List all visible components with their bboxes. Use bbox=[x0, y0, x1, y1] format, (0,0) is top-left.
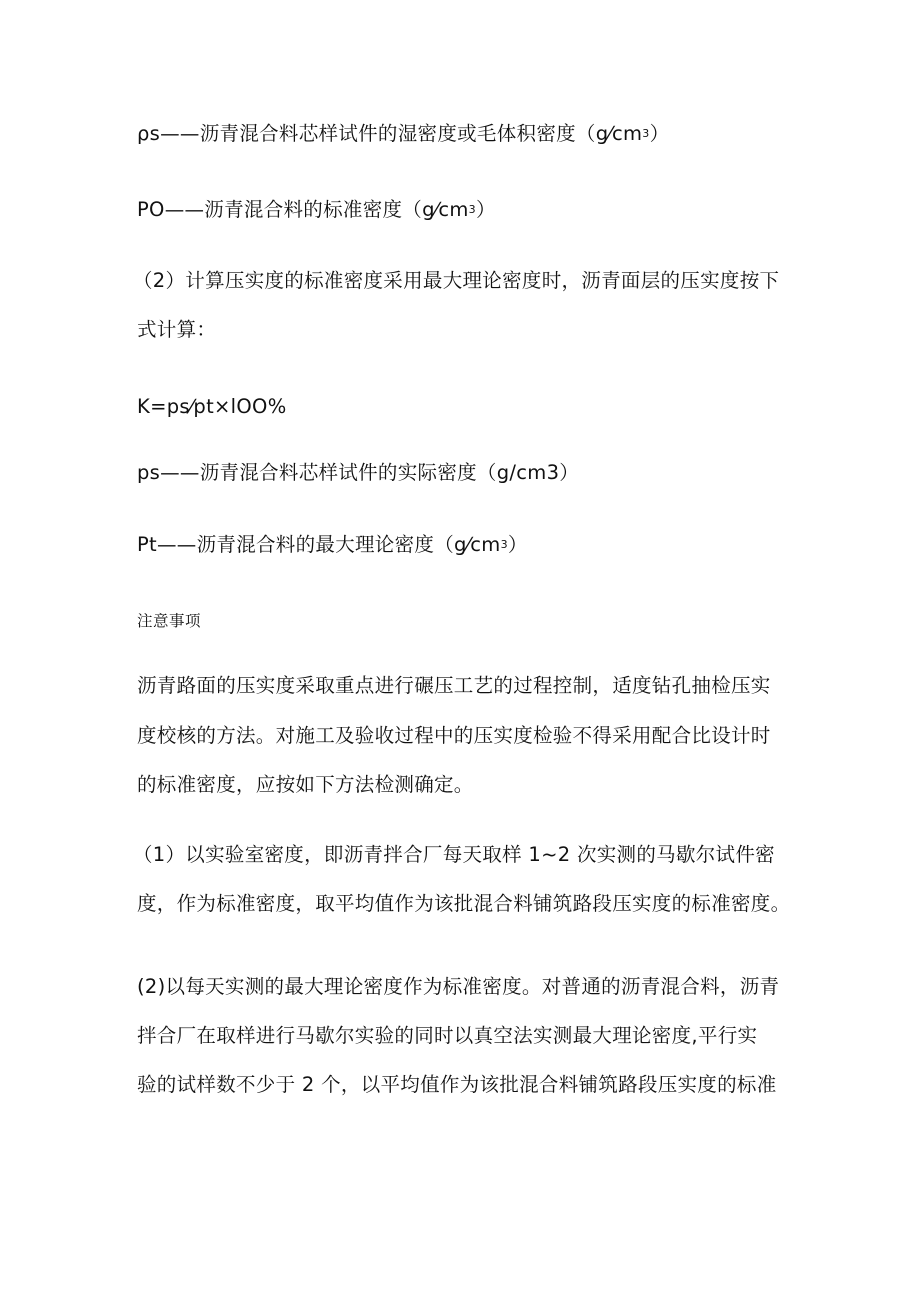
closing-paren: ） bbox=[475, 198, 496, 221]
paragraph-line: 沥青路面的压实度采取重点进行碾压工艺的过程控制，适度钻孔抽检压实 bbox=[137, 674, 771, 697]
definition-po-text: PO——沥青混合料的标准密度（g⁄cm bbox=[137, 198, 469, 221]
section-heading: 注意事项 bbox=[137, 612, 202, 630]
paragraph-line: 的标准密度，应按如下方法检测确定。 bbox=[137, 773, 474, 796]
closing-paren: ） bbox=[649, 122, 670, 145]
paragraph-line: （1）以实验室密度，即沥青拌合厂每天取样 1~2 次实测的马歇尔试件密 bbox=[133, 843, 775, 866]
definition-rho-s bbox=[137, 122, 669, 146]
paragraph-line: 式计算： bbox=[137, 318, 217, 341]
definition-pt-text: Pt——沥青混合料的最大理论密度（g⁄cm bbox=[137, 533, 501, 556]
definition-po bbox=[137, 198, 496, 222]
paragraph-line: （2）计算压实度的标准密度采用最大理论密度时，沥青面层的压实度按下 bbox=[133, 269, 780, 292]
definition-rho-s-text: ρs——沥青混合料芯样试件的湿密度或毛体积密度（g⁄cm bbox=[137, 122, 643, 145]
paragraph-line: 验的试样数不少于 2 个，以平均值作为该批混合料铺筑路段压实度的标准 bbox=[137, 1073, 777, 1096]
formula: K=ps⁄pt×lOO% bbox=[137, 395, 287, 418]
superscript-3: 3 bbox=[500, 538, 508, 551]
paragraph-line: 拌合厂在取样进行马歇尔实验的同时以真空法实测最大理论密度,平行实 bbox=[137, 1024, 758, 1047]
paragraph-line: 度，作为标准密度，取平均值作为该批混合料铺筑路段压实度的标准密度。 bbox=[137, 892, 791, 915]
paragraph-line: (2)以每天实测的最大理论密度作为标准密度。对普通的沥青混合料，沥青 bbox=[137, 975, 780, 998]
closing-paren: ） bbox=[507, 533, 528, 556]
paragraph-line: 度校核的方法。对施工及验收过程中的压实度检验不得采用配合比设计时 bbox=[137, 724, 771, 747]
superscript-3: 3 bbox=[468, 203, 476, 216]
superscript-3: 3 bbox=[642, 127, 650, 140]
definition-ps: ps——沥青混合料芯样试件的实际密度（g/cm3） bbox=[137, 461, 580, 484]
definition-pt bbox=[137, 533, 528, 557]
